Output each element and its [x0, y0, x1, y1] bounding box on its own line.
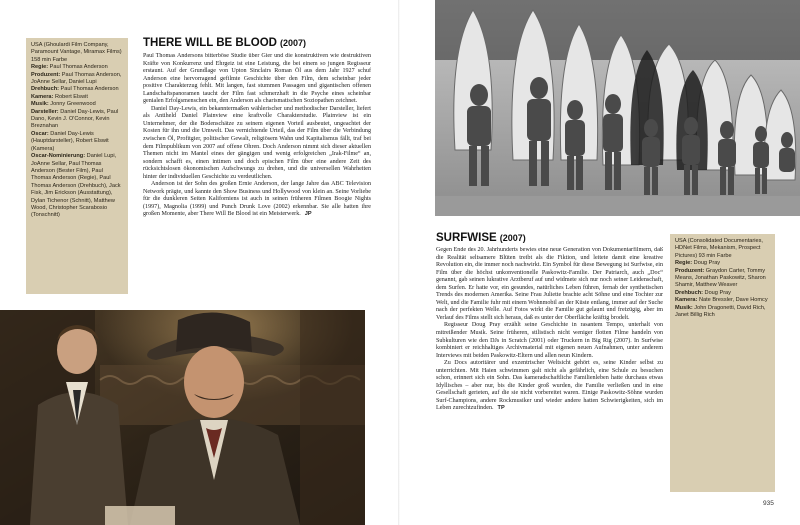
- credits-box-surfwise: [670, 234, 775, 492]
- page-number: 935: [763, 500, 774, 507]
- credit-line: [675, 297, 770, 304]
- paragraph-text: Regisseur Doug Pray erzählt seine Geschichte in rasantem Tempo, unterhalt von mitreißender Musik. Seine früheren, stilistisch nicht weniger flotten Filme handeln von Subkulturen wie den DJs in Scratch (2001) oder Truckern in Big Rig (2007). In Surfwise kombiniert er reichhaltiges Archivmaterial mit eigenen neuen Aufnahmen, unter anderem Interviews mit beiden Paskowitz-Eltern und allen neun Kindern.: [436, 322, 663, 359]
- year-text: (2007): [499, 233, 526, 243]
- credit-line: [31, 101, 123, 108]
- credit-line: [675, 268, 770, 290]
- credit-line: [675, 238, 770, 260]
- credit-label: Drehbuch:: [675, 289, 703, 296]
- film-still-surfwise: [435, 0, 800, 216]
- credit-label: Musik:: [675, 304, 693, 311]
- credit-value: Jonny Greenwood: [50, 101, 96, 108]
- right-page: [400, 0, 800, 525]
- credit-label: Musik:: [31, 101, 49, 108]
- credits-box-there-will-be-blood: [26, 38, 128, 294]
- credit-line: [31, 72, 123, 87]
- credit-value: Robert Elswit: [54, 93, 88, 100]
- credit-value: USA (Ghoulardi Film Company, Paramount Vantage, Miramax Films) 158 min Farbe: [31, 42, 122, 63]
- film-title-surfwise: [436, 232, 526, 244]
- credit-label: Oscar:: [31, 130, 49, 137]
- review-paragraph: [143, 181, 371, 219]
- credit-label: Regie:: [31, 64, 49, 71]
- credit-value: Daniel Day-Lewis, Paul Dano, Kevin J. O'Connor, Kevin Breznahan: [31, 108, 119, 130]
- title-text: THERE WILL BE BLOOD: [143, 37, 277, 49]
- credit-label: Regie:: [675, 260, 693, 267]
- credit-label: Kamera:: [31, 93, 54, 100]
- title-text: SURFWISE: [436, 232, 497, 244]
- author-signature: JP: [304, 211, 312, 218]
- credit-label: Produzent:: [31, 71, 61, 78]
- credit-value: Paul Thomas Anderson: [49, 64, 108, 71]
- credit-value: Daniel Lupi, JoAnne Sellar, Paul Thomas Anderson (Bester Film), Paul Thomas Anderson (Regie), Paul Thomas Anderson (Drehbuch), Jack Fisk, Jim Erickson (Ausstattung), Dylan Tichenor (Schnitt), Matthew Wood, Christopher Scarabosio (Tonschnitt): [31, 153, 121, 219]
- credit-value: Paul Thomas Anderson, JoAnne Sellar, Daniel Lupi: [31, 71, 122, 86]
- credit-line: [31, 42, 123, 64]
- year-text: (2007): [279, 38, 306, 48]
- credit-line: [31, 109, 123, 131]
- credit-value: John Dragonetti, David Rich, Janet Billig Rich: [675, 304, 766, 319]
- paragraph-text: Gegen Ende des 20. Jahrhunderts bewies eine neue Generation von Dokumentarfilmern, daß die Realität seltsamere Blüten treibt als die Fiktion, und leitete damit eine kreative Revolution ein, die immer noch nachwirkt. Ein Symbol für diese Bewegung ist Surfwise, ein Film über die höchst unkonventionelle Paskowitz-Familie. Der Patriarch, auch „Doc“ genannt, gab seinen lukrative Arztberuf auf und widmete sich nur noch seiner Leidenschaft, dem Surfen. Er hatte vor, ein gesundes, natürliches Leben führen, fernab der synthetischen Trends des modernen Amerika. Seine Frau Juliette brachte acht Söhne und eine Tochter zur Welt, und die Familie fuhr mit einem Wohnmobil an der Küste entlang, immer auf der Suche nach der perfekten Welle. Auf Fotos wirkt die Familie gut gelaunt und freizügig, aber im Verlauf des Films stellt sich heraus, daß es unter der Oberfläche kräftig brodelt.: [436, 247, 663, 321]
- review-text-surfwise: [436, 247, 663, 507]
- review-paragraph: [436, 247, 663, 322]
- credit-value: Doug Pray: [693, 260, 721, 267]
- credit-value: Nate Bressler, Dave Homcy: [698, 297, 768, 304]
- surf-family-photo: [435, 0, 800, 216]
- credit-line: [31, 64, 123, 71]
- credit-line: [31, 131, 123, 153]
- author-signature: TP: [497, 405, 505, 412]
- credit-value: Paul Thomas Anderson: [60, 86, 119, 93]
- film-still-image: [0, 310, 365, 525]
- credit-line: [31, 86, 123, 93]
- credit-label: Darsteller:: [31, 108, 59, 115]
- credit-line: [675, 305, 770, 320]
- credit-value: Graydon Carter, Tommy Means, Jonathan Paskowitz, Sharon Shamir, Matthew Weaver: [675, 267, 766, 289]
- film-title-there-will-be-blood: [143, 37, 306, 49]
- film-still-there-will-be-blood: [0, 310, 365, 525]
- credit-value: Daniel Day-Lewis (Hauptdarsteller), Robert Elswit (Kamera): [31, 130, 109, 152]
- paragraph-text: Anderson ist der Sohn des großen Ernie Anderson, der lange Jahre das ABC Television Network prägte, und kannte den Show Business und Hollywood von klein an. Seine Vorliebe für die dunkleren Seiten Kaliforniens ist auch in seinen früheren Filmen Boogie Nights (1997), Magnolia (1999) und Punch Drunk Love (2002) erkennbar. Sie alle hatten ihre großen Momente, aber There Will Be Blood ist ein Meisterwerk.: [143, 181, 371, 218]
- review-text-there-will-be-blood: [143, 53, 371, 305]
- credit-label: Kamera:: [675, 297, 698, 304]
- paragraph-text: Zu Docs autoritärer und exzentrischer Weltsicht gehört es, seine Kinder selbst zu unterrichten. Mit Haien schwimmen galt nicht als gefährlich, eine Schule zu besuchen schon, erinnert sich ein Sohn. Das kameradschaftliche Familienleben hatte durchaus etwas Idyllisches – aber nur, bis die Kinder groß wurden, die Familie verließen und in eine Gesellschaft gerieten, auf die sie nicht vorbereitet waren. Einige Paskowitz-Söhne wurden Surf-Champions, andere Rockmusiker und wieder andere hatten Schwierigkeiten, sich im Leben zurechtzufinden.: [436, 360, 663, 412]
- paragraph-text: Daniel Day-Lewis, ein bekanntermaßen wählerischer und methodischer Darsteller, liefert als Antiheld Daniel Plainview eine kraftvolle Charakterstudie. Plainview ist ein Unternehmer, der die Bodenschätze zu seinem eigenen Vorteil ausbeutet, ungeachtet der Kosten für ihn und die Umwelt. Das vernichtende Urteil, das der Film über die Verbindung zwischen Öl, Profitgier, politischer Gewalt, religiösem Wahn und Kapitalismus fällt, traf bei dem Filmpublikum von 2007 auf offene Ohren. Doch Anderson nimmt sich dieser aktuellen Themen nicht im Mantel eines der gängigen und wenig erfolgreichen „Irak-Filme“ an, sondern schafft es, einen intimen und doch epischen Film über eine andere Zeit des rücksichtslosen ökonomischen Aufschwungs zu drehen, und die universellen Wahrheiten hinter der individuellen Geschichte zu verdeutlichen.: [143, 105, 371, 180]
- credit-line: [675, 260, 770, 267]
- credit-label: Drehbuch:: [31, 86, 59, 93]
- credit-line: [31, 153, 123, 220]
- credit-line: [675, 290, 770, 297]
- review-paragraph: [143, 106, 371, 181]
- credit-label: Oscar-Nominierung:: [31, 153, 86, 160]
- review-paragraph: [143, 53, 371, 106]
- credit-line: [31, 94, 123, 101]
- review-paragraph: [436, 322, 663, 360]
- credit-label: Produzent:: [675, 267, 705, 274]
- paragraph-text: Paul Thomas Andersons bitterböse Studie über Gier und die konstruktiven wie destruktiven Kräfte von Konkurrenz und Ehrgeiz ist eine Leistung, die bei einem so jungen Regisseur erstaunt. Auf der Grundlage von Upton Sinclairs Roman Öl aus dem Jahr 1927 schuf Anderson eine hervorragend gefilmte Geschichte über den Film, dem scheinbar jeder positive Charakterzug fehlt. Mit langen, fast stummen Passagen und gigantischen offenen Landschaftspanoramen taucht der Film fast schmerzhaft in die Psyche eines scheinbar genialen Erfolgsmenschen ein, den Anderson als charismatischen Soziopathen zeichnet.: [143, 53, 371, 105]
- credit-value: Doug Pray: [704, 289, 731, 296]
- review-paragraph: [436, 360, 663, 413]
- credit-value: USA (Consolidated Documentaries, HDNet Films, Mekanism, Prospect Pictures) 93 min Farbe: [675, 238, 763, 259]
